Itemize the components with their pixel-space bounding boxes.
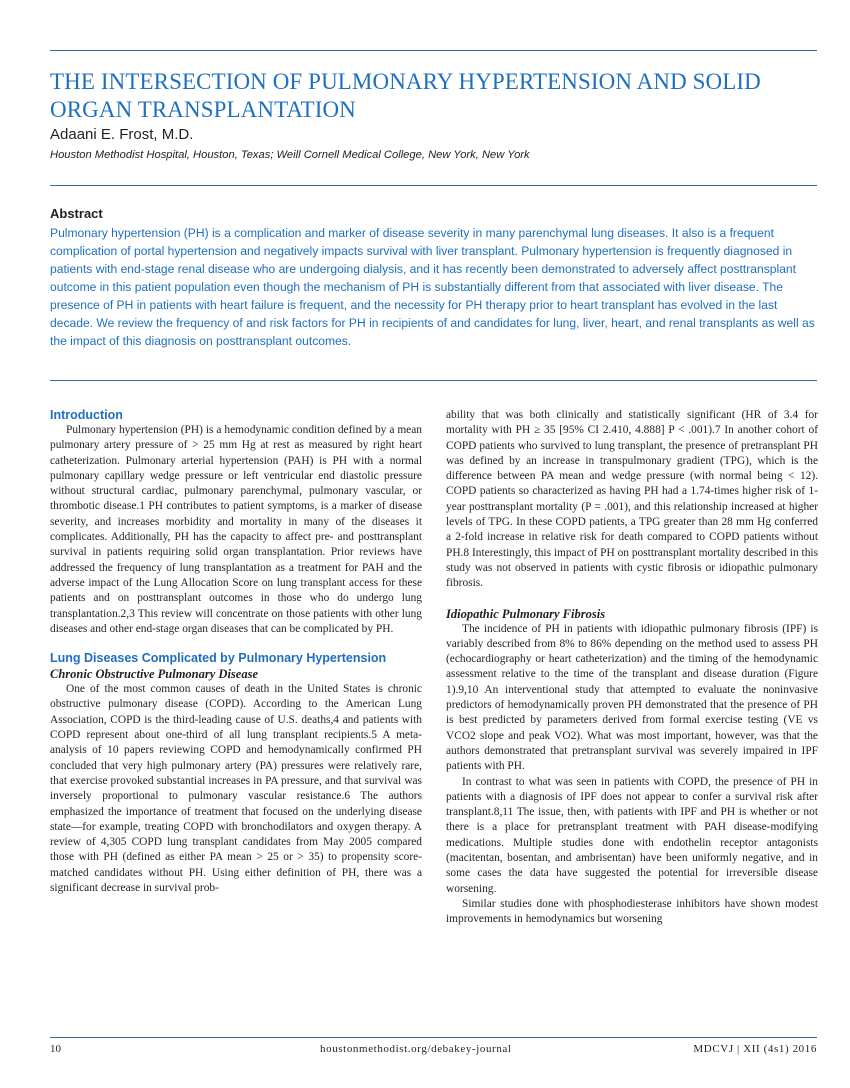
left-column	[50, 408, 422, 896]
introduction-heading: Introduction	[50, 408, 123, 422]
introduction-paragraph: Pulmonary hypertension (PH) is a hemodynamic condition defined by a mean pulmonary artery pressure of > 25 mm Hg at rest as measured by right heart catheterization. Pulmonary arterial hypertension (PAH) is PH with a normal pulmonary capillary wedge pressure or left ventricular end diastolic pressure without structural cardiac, pulmonary parenchymal, pulmonary vascular, or thrombotic disease.1 PH contributes to patient symptoms, is a marker of disease severity, and increases morbidity and mortality in many of the diseases it complicates. Additionally, PH has the capacity to affect pre- and posttransplant survival in patients requiring solid organ transplantation. Prior reviews have addressed the frequency of lung transplantation as a treatment for PAH and the adverse impact of the Lung Allocation Score on lung transplant access for these patients and on posttransplant outcomes in those who do undergo lung transplantation.2,3 This review will concentrate on those patients with other lung diseases and other end-stage organ diseases that can be complicated by PH.	[50, 424, 422, 635]
copd-continued-paragraph: ability that was both clinically and statistically significant (HR of 3.4 for mortality with PH ≥ 35 [95% CI 2.410, 4.888] P < .001).7 In another cohort of COPD patients who survived to lung transplant, the presence of pretransplant PH was defined by an increase in transpulmonary gradient (TPG), which is the difference between PA mean and wedge pressure (with normal being < 12). COPD patients so characterized as having PH had a 1.74-times higher risk of 1-year posttransplant mortality (P = .001), and this relationship increased at higher levels of TPG. In these COPD patients, a TPG greater than 28 mm Hg conferred a 2-fold increase in relative risk for death compared to COPD patients without PH.8 Interestingly, this impact of PH on posttransplant mortality described in this study was not observed in patients with cystic fibrosis or idiopathic pulmonary fibrosis.	[446, 409, 818, 590]
copd-subheading: Chronic Obstructive Pulmonary Disease	[50, 667, 258, 682]
section-spacer	[50, 637, 422, 651]
ipf-paragraph-1: The incidence of PH in patients with idiopathic pulmonary fibrosis (IPF) is variably described from 8% to 86% depending on the method used to assess PH (echocardiography or heart catheterization) and the timing of the hemodynamic assessment relative to the time of the transplant and disease duration (Figure 1).9,10 An interventional study that attempted to evaluate the noninvasive predictors of hemodynamically proven PH demonstrated that the presence of PH is best predicted by parameters derived from formal exercise testing (VE vs VCO2 slope and peak VO2). What was most important, however, was that the authors demonstrated that pretransplant survival was severely impaired in IPF patients with PH.	[446, 622, 818, 773]
lung-diseases-heading: Lung Diseases Complicated by Pulmonary Hypertension	[50, 651, 387, 666]
ipf-paragraph-2: In contrast to what was seen in patients with COPD, the presence of PH in patients with a diagnosis of IPF does not appear to confer a survival risk after transplant.8,11 The issue, then, with patients with IPF and PH is whether or not there is a place for pretransplant treatment with PAH disease-modifying medications. Multiple studies done with endothelin receptor antagonists (macitentan, bosentan, and ambrisentan) have been uniformly negative, and in some cases the data have suggested the potential for irreversible disease worsening.	[446, 775, 818, 895]
section-spacer	[446, 592, 818, 606]
copd-paragraph: One of the most common causes of death in the United States is chronic obstructive pulmonary disease (COPD). According to the American Lung Association, COPD is the third-leading cause of U.S. deaths,4 and patients with COPD represent about one-third of all lung transplant recipients.5 A meta-analysis of 10 papers reviewing COPD and hemodynamically confirmed PH concluded that very high pulmonary artery (PA) pressures were relatively rare, that exercise provoked substantial increases in PA pressure, and that survival was inversely proportional to pulmonary vascular resistance.6 The authors emphasized the importance of treatment that focused on the underlying disease state—for example, treating COPD with bronchodilators and oxygen therapy. A review of 4,305 COPD lung transplant candidates from May 2005 compared those with PH (defined as either PA mean > 25 or > 35) to propensity score-matched candidates without PH. Using either definition of PH, there was a significant decrease in survival prob-	[50, 683, 422, 895]
right-column	[446, 408, 818, 928]
journal-url: houstonmethodist.org/debakey-journal	[320, 1043, 512, 1055]
journal-citation: MDCVJ | XII (4s1) 2016	[693, 1043, 817, 1055]
header-rule	[50, 185, 817, 186]
footer-rule	[50, 1037, 817, 1038]
author-name: Adaani E. Frost, M.D.	[50, 126, 194, 143]
abstract-text: Pulmonary hypertension (PH) is a complication and marker of disease severity in many parenchymal lung diseases. It also is a frequent complication of portal hypertension and negatively impacts survival with liver transplant. Pulmonary hypertension is frequently diagnosed in patients with end-stage renal disease who are undergoing dialysis, and it has recently been demonstrated to adversely affect posttransplant outcome in this patient population even though the mechanism of PH is substantially different from that associated with liver disease. The presence of PH in patients with heart failure is frequent, and the necessity for PH therapy prior to heart transplant has evolved in the last decade. We review the frequency of and risk factors for PH in recipients of and candidates for lung, liver, heart, and renal transplants as well as the impact of this diagnosis on posttransplant outcomes.	[50, 226, 815, 348]
abstract-heading: Abstract	[50, 206, 103, 221]
abstract-rule	[50, 380, 817, 381]
author-affiliation: Houston Methodist Hospital, Houston, Texas; Weill Cornell Medical College, New York, New York	[50, 149, 530, 161]
top-rule	[50, 50, 817, 51]
article-title: THE INTERSECTION OF PULMONARY HYPERTENSION AND SOLID ORGAN TRANSPLANTATION	[50, 69, 761, 122]
ipf-subheading: Idiopathic Pulmonary Fibrosis	[446, 606, 606, 621]
page-number: 10	[50, 1043, 61, 1055]
ipf-paragraph-3: Similar studies done with phosphodiesterase inhibitors have shown modest improvements in hemodynamics but worsening	[446, 897, 818, 926]
